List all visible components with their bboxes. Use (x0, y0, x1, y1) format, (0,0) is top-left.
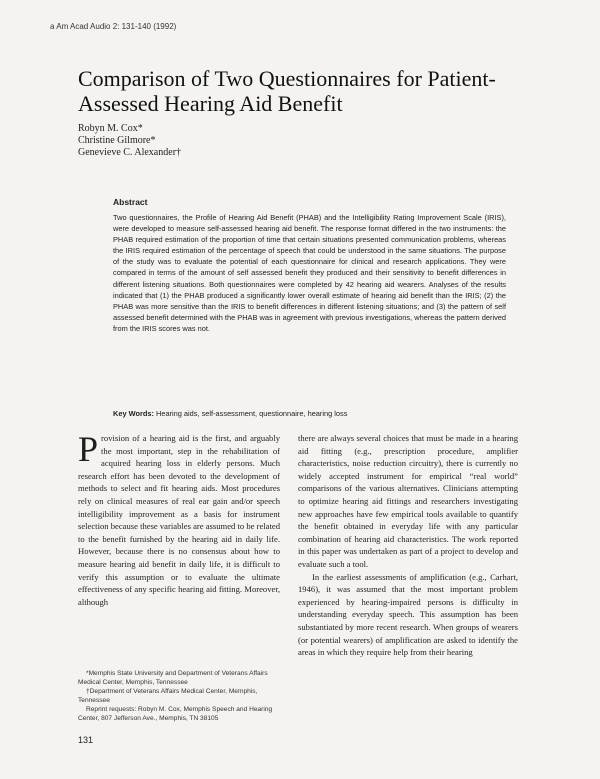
footnote: *Memphis State University and Department of Veterans Affairs Medical Center, Memphis, Tennessee (78, 670, 268, 686)
footnote: †Department of Veterans Affairs Medical Center, Memphis, Tennessee (78, 688, 258, 704)
keywords-label: Key Words: (113, 409, 154, 418)
footnote: Reprint requests: Robyn M. Cox, Memphis Speech and Hearing Center, 807 Jefferson Ave., Memphis, TN 38105 (78, 706, 273, 722)
author-name: Robyn M. Cox* (78, 123, 143, 134)
body-paragraph: there are always several choices that must be made in a hearing aid fitting (e.g., prescription procedure, amplifier characteristics, noise reduction circuitry), there is currently no widely accepted instrument for empirical “real world” comparisons of the various alternatives. Clinicians attempting to optimize hearing aid fittings and researchers investigating new approaches have few empirical tools available to quantify the benefit obtained in everyday life with any particular combination of hearing aid characteristics. The work reported in this paper was undertaken as part of a project to develop and evaluate such a tool. (298, 433, 518, 569)
abstract-text: Two questionnaires, the Profile of Hearing Aid Benefit (PHAB) and the Intelligibility Rating Improvement Scale (IRIS), were developed to measure self-assessed hearing aid benefit. The response format differed in the two instruments: the PHAB required estimation of the proportion of time that certain situations presented communication problems, whereas the IRIS required estimation of the percentage of speech that could be understood in the same situations. The purpose of the study was to evaluate the potential of each questionnaire for clinical and research applications. They were compared in terms of the amount of self assessed benefit they produced and their sensitivity to benefit differences in different listening situations. Both questionnaires were completed by 42 hearing aid wearers. Analyses of the results indicated that (1) the PHAB produced a significantly lower overall estimate of hearing aid benefit than the IRIS; (2) the PHAB was more sensitive than the IRIS to benefit differences in different listening situations; and (3) the pattern of self assessed benefit determined with the PHAB was in agreement with previous investigations, whereas the pattern derived from the IRIS scores was not. (113, 213, 506, 333)
body-paragraph: In the earliest assessments of amplification (e.g., Carhart, 1946), it was assumed that the most important problem experienced by hearing-impaired persons is difficulty in understanding everyday speech. This assumption has been substantiated by more recent research. When groups of wearers (or potential wearers) of amplification are asked to identify the areas in which they require help from their hearing (298, 571, 518, 658)
abstract-heading: Abstract (113, 197, 148, 207)
author-name: Christine Gilmore* (78, 135, 156, 146)
footnotes (78, 669, 280, 723)
author-name: Genevieve C. Alexander† (78, 147, 182, 158)
drop-cap: P (78, 429, 99, 469)
article-title: Comparison of Two Questionnaires for Patient-Assessed Hearing Aid Benefit (78, 66, 496, 116)
page-number: 131 (78, 735, 94, 745)
keywords-list: Hearing aids, self-assessment, questionnaire, hearing loss (156, 409, 348, 418)
body-column-right (298, 432, 518, 659)
journal-reference: a Am Acad Audio 2: 131-140 (1992) (50, 22, 177, 31)
keywords-line (113, 409, 506, 419)
author-list (78, 123, 181, 159)
body-paragraph: rovision of a hearing aid is the first, and arguably the most important, step in the rehabilitation of acquired hearing loss in elderly persons. Much research effort has been devoted to the development of methods to select and fit hearing aids. Most procedures rely on clinical measures of real ear gain and/or speech intelligibility improvement as a basis for instrument selection because these variables are assumed to be related to the benefit furnished by the hearing aid in daily life. However, because there is no consensus about how to measure hearing aid benefit in daily life, it is difficult to verify this assumption or to evaluate the ultimate effectiveness of any specific hearing aid fitting. Moreover, although (78, 433, 280, 607)
body-column-left (78, 429, 280, 608)
